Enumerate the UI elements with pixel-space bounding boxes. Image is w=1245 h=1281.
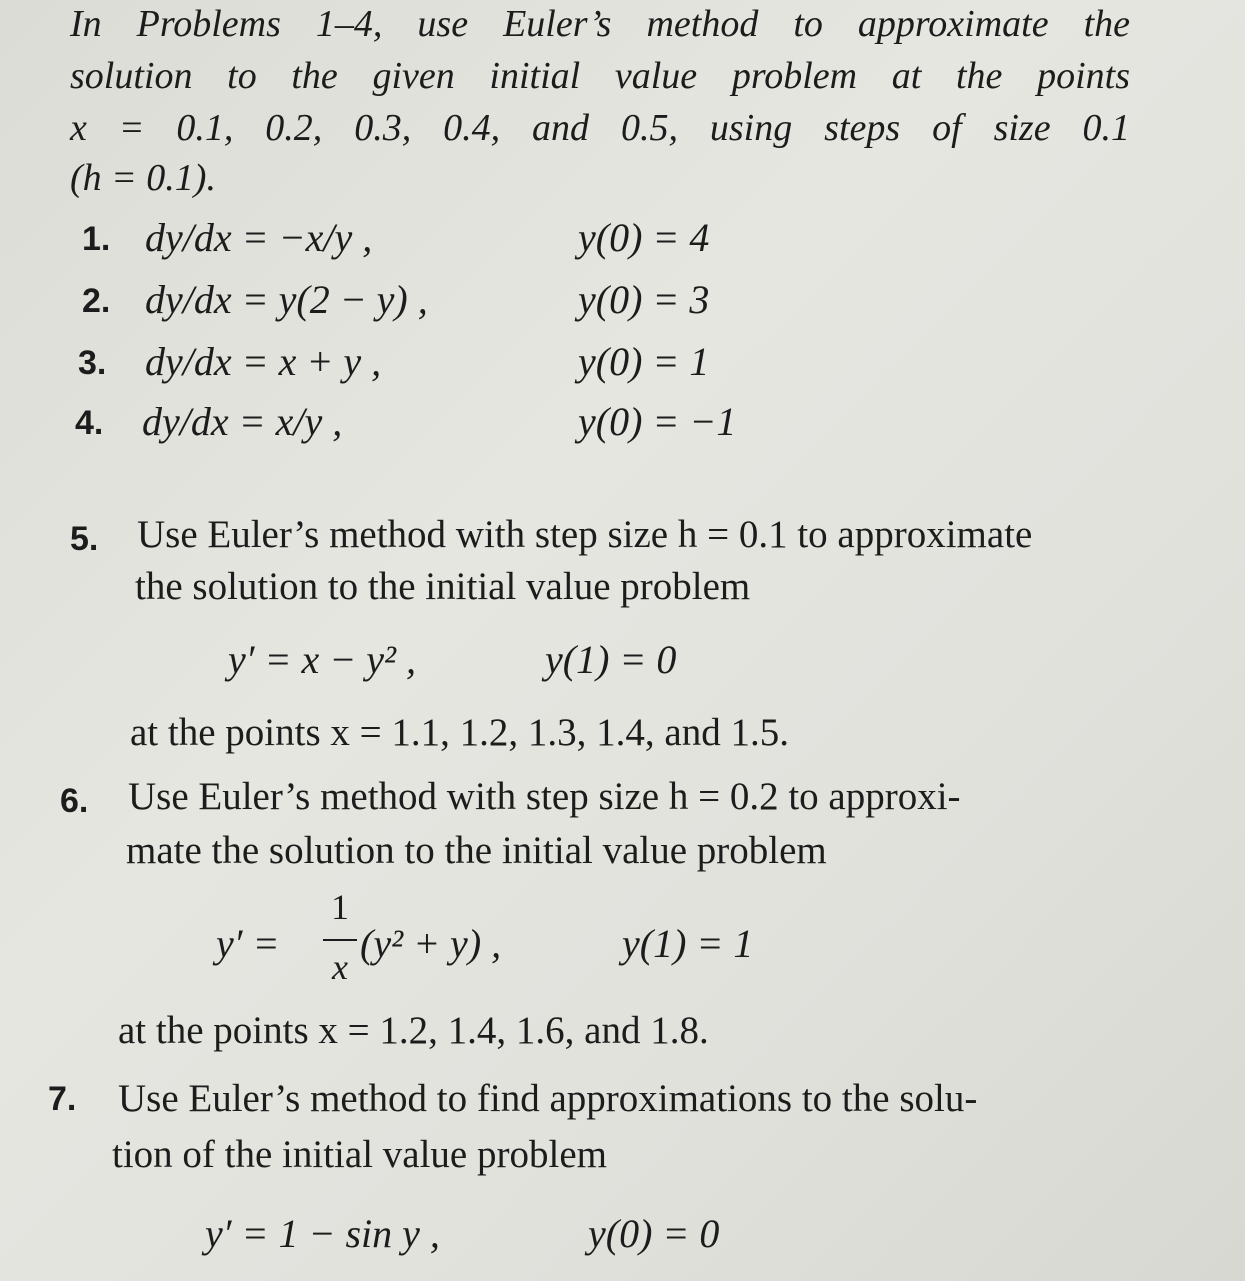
problem-6-ode-rhs: (y² + y) , — [360, 921, 502, 966]
problem-6-fraction-denominator: x — [332, 947, 348, 987]
problem-5-points: at the points x = 1.1, 1.2, 1.3, 1.4, and 1.5. — [130, 711, 789, 754]
problem-2-number: 2. — [82, 282, 111, 320]
problem-6-ode-lhs: y′ = — [216, 921, 280, 966]
intro-line-2: solution to the given initial value problem at the points — [70, 55, 1130, 97]
problem-7-ic: y(0) = 0 — [588, 1211, 720, 1256]
problem-7-ode: y′ = 1 − sin y , — [205, 1211, 440, 1256]
problem-6-fraction-numerator: 1 — [331, 887, 349, 927]
problem-1-number: 1. — [82, 220, 111, 258]
problem-6-number: 6. — [60, 782, 89, 820]
problem-5-number: 5. — [70, 520, 99, 558]
problem-6-line-1: Use Euler’s method with step size h = 0.2 to approxi- — [128, 775, 961, 818]
intro-line-1: In Problems 1–4, use Euler’s method to approximate the — [70, 3, 1130, 45]
problem-5-ode: y′ = x − y² , — [228, 637, 416, 682]
problem-6-ic: y(1) = 1 — [622, 921, 754, 966]
problem-5-ic: y(1) = 0 — [545, 637, 677, 682]
problem-7-number: 7. — [48, 1080, 77, 1118]
problem-6-line-2: mate the solution to the initial value problem — [126, 829, 827, 872]
problem-1-ic: y(0) = 4 — [578, 215, 710, 260]
problem-3-ode: dy/dx = x + y , — [145, 339, 382, 384]
problem-5-line-1: Use Euler’s method with step size h = 0.1 to approximate — [137, 513, 1033, 556]
intro-line-3: x = 0.1, 0.2, 0.3, 0.4, and 0.5, using steps of size 0.1 — [70, 107, 1130, 149]
problem-2-ic: y(0) = 3 — [578, 277, 710, 322]
problem-7-line-2: tion of the initial value problem — [112, 1133, 607, 1176]
problem-4-ode: dy/dx = x/y , — [142, 399, 343, 444]
problem-6-fraction-bar — [323, 939, 357, 941]
problem-6-points: at the points x = 1.2, 1.4, 1.6, and 1.8. — [118, 1009, 709, 1052]
problem-2-ode: dy/dx = y(2 − y) , — [145, 277, 428, 322]
intro-line-4: (h = 0.1). — [70, 157, 216, 199]
problem-5-line-2: the solution to the initial value problem — [135, 565, 751, 608]
problem-4-ic: y(0) = −1 — [578, 399, 737, 444]
problem-3-number: 3. — [78, 344, 107, 382]
problem-3-ic: y(0) = 1 — [578, 339, 710, 384]
problem-4-number: 4. — [75, 404, 104, 442]
problem-7-line-1: Use Euler’s method to find approximations to the solu- — [118, 1077, 978, 1120]
problem-1-ode: dy/dx = −x/y , — [145, 215, 373, 260]
